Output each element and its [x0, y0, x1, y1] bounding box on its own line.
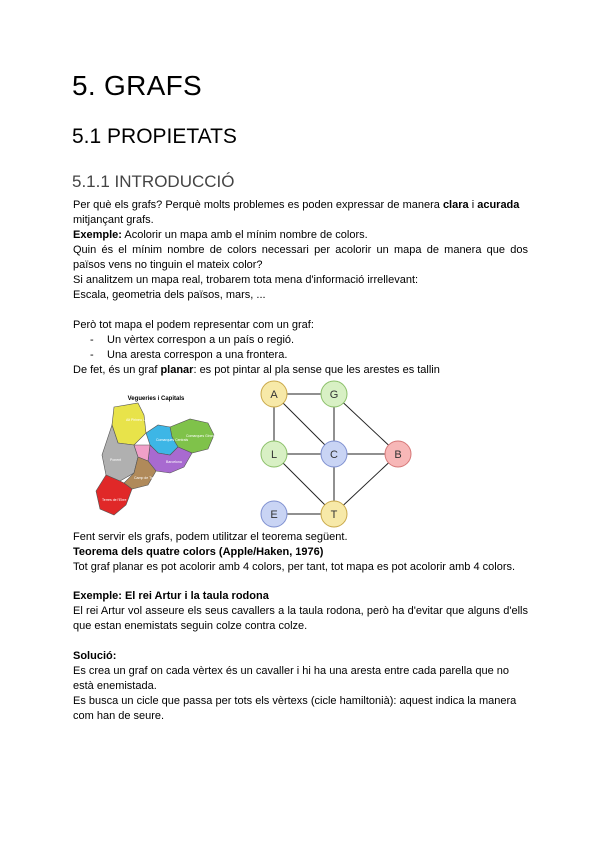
theorem-intro: Fent servir els grafs, podem utilitzar el teorema següent. [73, 531, 348, 543]
map-title: Vegueries i Capitals [127, 396, 185, 402]
bold-clara: clara [442, 199, 469, 211]
theorem-title-text: Teorema dels quatre colors (Apple/Haken, 1976) [73, 546, 324, 558]
graph-node-label: A [270, 389, 278, 401]
map-label: Alt Pirineu i Aran [126, 418, 152, 422]
map-label: Ponent [110, 458, 122, 462]
graph-node-label: G [329, 389, 339, 401]
list-item-text: Una aresta correspon a una frontera. [107, 349, 288, 361]
graph-figure [258, 378, 418, 528]
graph-node-label: L [270, 449, 278, 461]
represent-line: Però tot mapa el podem representar com un graf: [73, 319, 314, 331]
list-item [73, 333, 513, 348]
graph-nodes [261, 381, 411, 527]
scale-line: Escala, geometria dels països, mars, ... [73, 289, 266, 301]
planar-text: De fet, és un graf [73, 364, 161, 376]
section-heading: 5.1 PROPIETATS [72, 125, 237, 148]
chapter-heading: 5. GRAFS [72, 70, 202, 101]
intro-line-1 [73, 198, 528, 213]
question-paragraph: Quin és el mínim nombre de colors necessari per acolorir un mapa de manera que dos països vens no tinguin el mateix color? [73, 244, 528, 271]
solution-label [73, 649, 528, 664]
map-label: Comarques Centrals [156, 438, 189, 442]
bullet-list [73, 333, 513, 363]
bold-planar: planar [160, 364, 194, 376]
planar-text-end: : es pot pintar al pla sense que les arestes es tallin [193, 364, 440, 376]
example-text: Acolorir un mapa amb el mínim nombre de colors. [121, 229, 368, 241]
graph-node-label: C [330, 449, 338, 461]
bold-acurada: acurada [477, 199, 520, 211]
graph-node-label: E [270, 509, 278, 521]
theorem-title [73, 545, 528, 560]
solution-label-text: Solució: [73, 650, 117, 662]
example-label: Exemple: [73, 229, 122, 241]
planar-line [73, 363, 528, 378]
region-alt-pirineu [112, 403, 146, 445]
subsection-heading: 5.1.1 INTRODUCCIÓ [72, 172, 235, 191]
intro-text-join: i [468, 199, 478, 211]
example2-text: El rei Artur vol asseure els seus cavallers a la taula rodona, però ha d'evitar que alguns d'ells que estan enemistats seguin colze contra colze. [73, 605, 528, 632]
map-label: Comarques Gironines [186, 434, 221, 438]
intro-text: Per què els grafs? Perquè molts problemes es poden expressar de manera [73, 199, 443, 211]
theorem-text: Tot graf planar es pot acolorir amb 4 colors, per tant, tot mapa es pot acolorir amb 4 colors. [73, 561, 516, 573]
example-line [73, 228, 528, 243]
dash-icon: - [90, 349, 94, 361]
map-label: Terres de l'Ebre [102, 498, 127, 502]
graph-node-label: B [394, 449, 402, 461]
graph-node-label: T [330, 509, 338, 521]
analysis-line: Si analitzem un mapa real, trobarem tota mena d'informació irrellevant: [73, 274, 419, 286]
list-item-text: Un vèrtex correspon a un país o regió. [107, 334, 295, 346]
solution-2: Es busca un cicle que passa per tots els vèrtexs (cicle hamiltonià): aquest indica la manera com han de seure. [73, 695, 517, 722]
example2-title [73, 589, 528, 604]
dash-icon: - [90, 334, 94, 346]
example2-title-text: Exemple: El rei Artur i la taula rodona [73, 590, 269, 602]
solution-1: Es crea un graf on cada vèrtex és un cavaller i hi ha una aresta entre cada parella que no està enemistada. [73, 665, 509, 692]
map-label: Camp de Tarragona [134, 476, 165, 480]
intro-line-2: mitjançant grafs. [73, 214, 154, 226]
list-item [73, 348, 513, 363]
map-label: Barcelona [166, 460, 182, 464]
catalonia-map-image [86, 385, 226, 525]
